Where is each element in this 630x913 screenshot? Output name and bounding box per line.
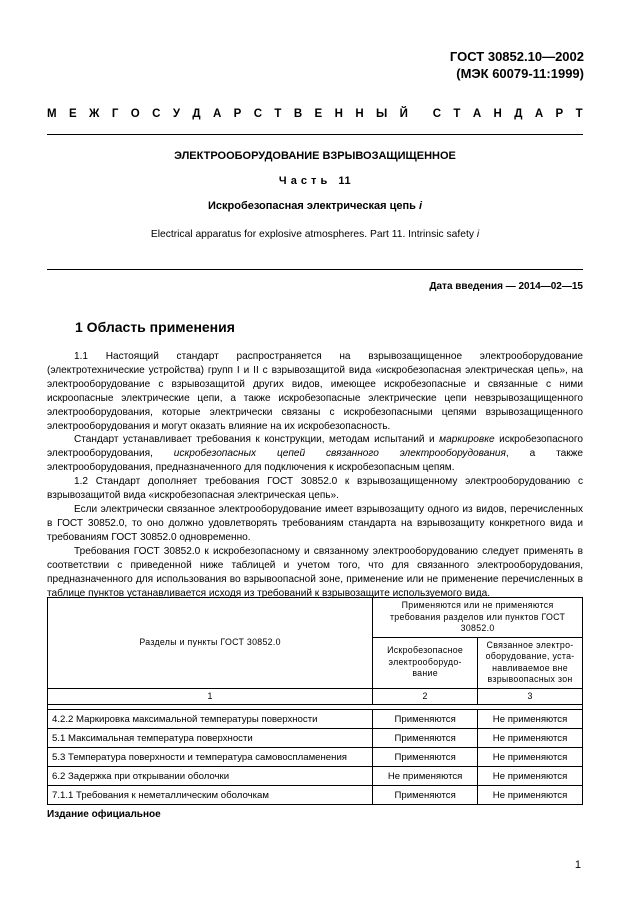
paragraph-scope-text-e: , а также электрооборудования, предназначенного для подключения к искробезопасным цепям.: [47, 447, 583, 473]
paragraph-requirements-text: Требования ГОСТ 30852.0 к искробезопасному и связанному электрооборудованию следует применять в соответствии с приведенной ниже таблицей и учетом того, что для связанного электрооборудования, предназначенного для использования во взрывоопасной зоне, применение или не применение перечисленных в таблице пунктов устанавливается исходя из требований к взрывозащите используемого вида.: [47, 546, 583, 599]
footer-rule: [47, 804, 583, 805]
header-rule: [47, 134, 583, 135]
paragraph-1-1-text: 1.1 Настоящий стандарт распространяется на взрывозащищенное электрооборудование (электротехнические устройства) групп I и II с взрывозащитой вида «искробезопасная электрическая цепь», на электрооборудование с взрывозащитой других видов, имеющее искробезопасные и связанные с ними искроопасные электрические цепи, а также искробезопасные электрические цепи невзрывозащищенного электрооборудования, которые электрически связаны с искробезопасными цепями взрывозащищенного электрооборудования и могут оказать влияние на их искробезопасность.: [47, 351, 583, 432]
english-title-text: Electrical apparatus for explosive atmospheres. Part 11. Intrinsic safety: [150, 229, 474, 240]
standard-designation: [450, 48, 584, 82]
paragraph-requirements: [47, 545, 583, 601]
table-cell-associated: Не применяются: [478, 710, 583, 729]
banner-letter: Е: [314, 108, 323, 120]
banner-letter: А: [212, 108, 222, 120]
table-cell-associated: Не применяются: [478, 767, 583, 786]
document-subtitle: [0, 200, 630, 212]
table-cell-intrinsic: Применяются: [373, 748, 478, 767]
subtitle-text: Искробезопасная электрическая цепь: [207, 200, 416, 212]
table-cell-associated: Не применяются: [478, 786, 583, 805]
banner-letter: Ж: [89, 108, 100, 120]
table-row: [48, 786, 583, 805]
banner-letter: С: [432, 108, 442, 120]
table-row: [48, 767, 583, 786]
table-header-associated: Связанное электро-оборудование, уста-навливаемое вне взрывоопасных зон: [478, 637, 583, 688]
banner-letter: Т: [274, 108, 282, 120]
standard-number: ГОСТ 30852.10—2002: [449, 49, 584, 64]
paragraph-1-2-text: 1.2 Стандарт дополняет требования ГОСТ 30852.0 к взрывозащищенному электрооборудованию с взрывозащитой вида «искробезопасная электрическая цепь».: [47, 476, 583, 501]
table-cell-intrinsic: Применяются: [373, 729, 478, 748]
banner-letter: Й: [399, 108, 408, 120]
paragraph-scope-text-c: искробезопасного электрооборудования,: [47, 434, 583, 459]
banner-letter: Н: [355, 108, 364, 120]
paragraph-1-2: [47, 475, 583, 503]
title-rule: [47, 269, 583, 270]
banner-letter: Ы: [376, 108, 388, 120]
paragraph-associated-text: Если электрически связанное электрооборудование имеет взрывозащиту одного из видов, перечисленных в ГОСТ 30852.0, то оно должно удовлетворять требованиям стандарта на взрывозащиту конкретного вида и требованиям ГОСТ 30852.0 одновременно.: [47, 504, 583, 543]
iec-number: (МЭК 60079-11:1999): [456, 66, 584, 81]
official-edition-label: Издание официальное: [47, 809, 161, 820]
banner-letter: Н: [493, 108, 502, 120]
banner-letter: Е: [68, 108, 77, 120]
banner-letter: У: [172, 108, 180, 120]
part-label: Ч а с т ь 11: [278, 175, 352, 187]
banner-letter: Д: [514, 108, 523, 120]
table-cell-intrinsic: Применяются: [373, 710, 478, 729]
banner-letter: Г: [111, 108, 119, 120]
paragraph-1-1: [47, 350, 583, 433]
banner-letter: С: [253, 108, 263, 120]
table-row: [48, 710, 583, 729]
banner-letter: В: [293, 108, 303, 120]
table-header-intrinsic: Искробезопасное электрооборудо-вание: [373, 637, 478, 688]
requirements-table: [47, 597, 583, 805]
table-cell-intrinsic: Не применяются: [373, 767, 478, 786]
banner-letter: Н: [334, 108, 343, 120]
table-col-number: 2: [373, 688, 478, 705]
paragraph-scope-text-a: Стандарт устанавливает требования к конструкции, методам испытаний и: [74, 434, 440, 445]
banner-letter: А: [534, 108, 544, 120]
banner-letter: Р: [233, 108, 242, 120]
banner-letter: С: [152, 108, 161, 120]
banner-letter: О: [130, 108, 140, 120]
table-col-number: 3: [478, 688, 583, 705]
introduction-date: Дата введения — 2014—02—15: [429, 281, 583, 292]
banner-letter: Т: [575, 108, 583, 120]
table-cell-item: 6.2 Задержка при открывании оболочки: [48, 767, 373, 786]
table-cell-item: 4.2.2 Маркировка максимальной температуры поверхности: [48, 710, 373, 729]
table-row: [48, 748, 583, 767]
english-title-italic: i: [476, 229, 480, 240]
paragraph-scope: [47, 433, 583, 475]
subtitle-italic: i: [418, 200, 423, 212]
table-col-number: 1: [48, 688, 373, 705]
document-title: ЭЛЕКТРООБОРУДОВАНИЕ ВЗРЫВОЗАЩИЩЕННОЕ: [174, 150, 456, 162]
banner-letter: М: [47, 108, 57, 120]
table-cell-item: 7.1.1 Требования к неметаллическим оболочкам: [48, 786, 373, 805]
table-cell-item: 5.3 Температура поверхности и температура самовоспламенения: [48, 748, 373, 767]
table-row: [48, 729, 583, 748]
english-title: [0, 229, 630, 240]
paragraph-scope-italic-circuits: искробезопасных цепей связанного электрооборудования: [173, 447, 506, 459]
paragraph-scope-italic-marking: маркировке: [439, 434, 495, 445]
table-cell-intrinsic: Применяются: [373, 786, 478, 805]
table-cell-item: 5.1 Максимальная температура поверхности: [48, 729, 373, 748]
banner-letter: А: [472, 108, 482, 120]
banner-letter: Р: [555, 108, 564, 120]
paragraph-associated: [47, 503, 583, 545]
section-heading: 1 Область применения: [75, 319, 235, 335]
banner-letter: Т: [453, 108, 461, 120]
table-header-applicability: Применяются или не применяются требования разделов или пунктов ГОСТ 30852.0: [373, 598, 583, 638]
table-cell-associated: Не применяются: [478, 748, 583, 767]
table-header-sections: Разделы и пункты ГОСТ 30852.0: [48, 598, 373, 689]
table-cell-associated: Не применяются: [478, 729, 583, 748]
interstate-standard-banner: [47, 108, 583, 120]
banner-letter: Д: [192, 108, 201, 120]
page-number: 1: [574, 859, 581, 871]
